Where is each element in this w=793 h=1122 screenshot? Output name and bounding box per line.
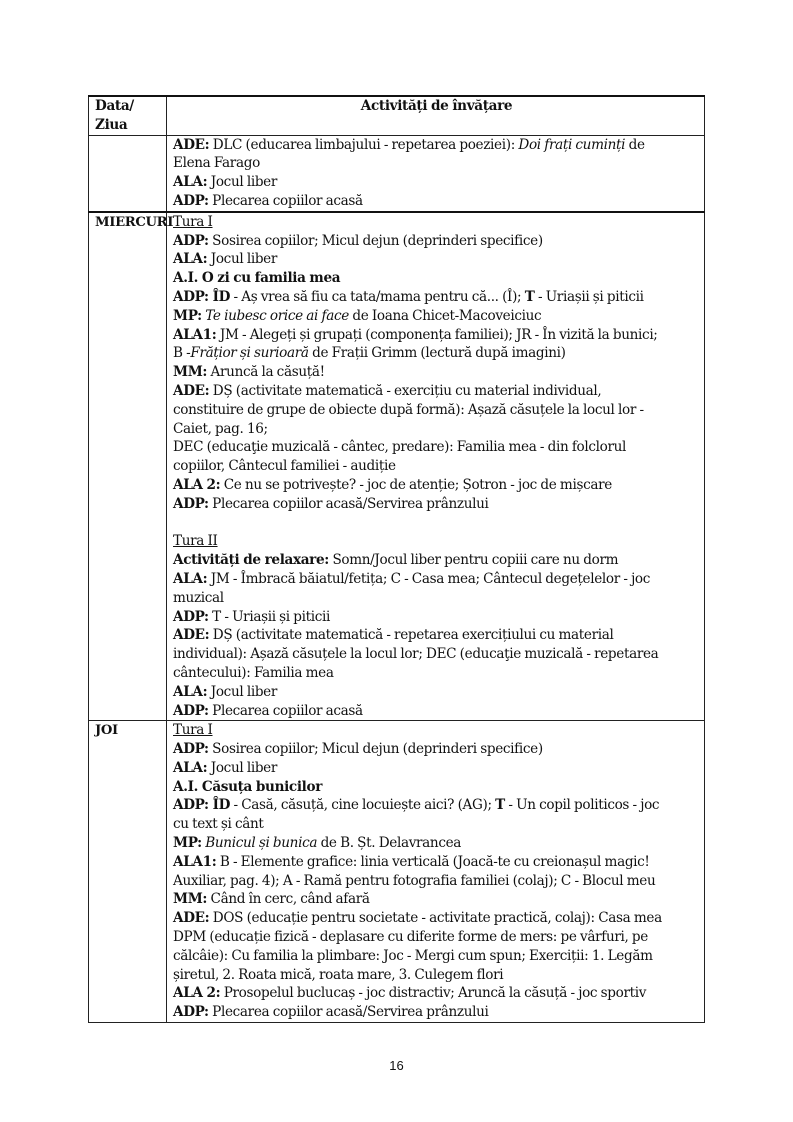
activity-line: ALA: Jocul liber — [173, 251, 278, 268]
activity-line: Activități de relaxare: Somn/Jocul liber pentru copiii care nu dorm — [173, 552, 619, 569]
activity-line: MM: Când în cerc, când afară — [173, 891, 370, 908]
table-row — [89, 135, 705, 212]
activity-line: muzical — [173, 589, 224, 606]
activity-line: Elena Farago — [173, 155, 260, 172]
activity-line: ALA 2: Prosopelul buclucaș - joc distractiv; Aruncă la căsuță - joc sportiv — [173, 985, 647, 1002]
activity-line: ALA: Jocul liber — [173, 174, 278, 191]
activity-line: ADP: Plecarea copiilor acasă/Servirea prânzului — [173, 1004, 489, 1021]
activity-line: ALA1: B - Elemente grafice: linia verticală (Joacă-te cu creionașul magic! — [173, 853, 650, 870]
activity-line: MM: Aruncă la căsuță! — [173, 364, 325, 381]
header-activities: Activități de învățare — [167, 96, 705, 135]
header-day: Data/ Ziua — [89, 96, 167, 135]
shift-label: Tura II — [173, 533, 218, 550]
activity-line: ADP: Plecarea copiilor acasă — [173, 192, 363, 209]
activity-line: constituire de grupe de obiecte după formă): Așază căsuțele la locul lor - — [173, 401, 644, 418]
table-row-joi — [89, 721, 705, 1023]
activities-table — [88, 95, 705, 1023]
activity-line: copiilor, Cântecul familiei - audiție — [173, 458, 396, 475]
activity-line: ALA: JM - Îmbracă băiatul/fetița; C - Casa mea; Cântecul degețelelor - joc — [173, 570, 651, 587]
activity-line: Auxiliar, pag. 4); A - Ramă pentru fotografia familiei (colaj); C - Blocul meu — [173, 872, 656, 889]
day-cell: JOI — [89, 721, 167, 1023]
activity-line: MP: Bunicul și bunica de B. Șt. Delavrancea — [173, 835, 462, 852]
theme-heading: A.I. O zi cu familia mea — [173, 270, 341, 287]
activity-line: călcâie): Cu familia la plimbare: Joc - Mergi cum spun; Exerciții: 1. Legăm — [173, 947, 653, 964]
activity-line: ADP: Sosirea copiilor; Micul dejun (deprinderi specifice) — [173, 232, 543, 249]
activity-line: ALA 2: Ce nu se potrivește? - joc de atenție; Șotron - joc de mișcare — [173, 476, 612, 493]
spacer — [173, 514, 700, 533]
activities-cell — [167, 721, 705, 1023]
activity-line: cu text și cânt — [173, 816, 264, 833]
activity-line: ADE: DLC (educarea limbajului - repetarea poeziei): Doi frați cuminți de — [173, 136, 645, 153]
activity-line: ADP: Plecarea copiilor acasă/Servirea prânzului — [173, 495, 489, 512]
activity-line: ADE: DȘ (activitate matematică - exercițiu cu material individual, — [173, 382, 602, 399]
activity-line: individual): Așază căsuțele la locul lor; DEC (educaţie muzicală - repetarea — [173, 646, 659, 663]
table-row-miercuri — [89, 212, 705, 721]
activity-line: șiretul, 2. Roata mică, roata mare, 3. Culegem flori — [173, 966, 504, 983]
shift-label: Tura I — [173, 213, 213, 230]
activities-cell — [167, 212, 705, 721]
shift-label: Tura I — [173, 722, 213, 739]
activity-line: ADE: DOS (educație pentru societate - activitate practică, colaj): Casa mea — [173, 910, 662, 927]
activity-line: DPM (educație fizică - deplasare cu diferite forme de mers: pe vârfuri, pe — [173, 929, 648, 946]
activity-line: ADP: ÎD - Casă, căsuță, cine locuiește aici? (AG); T - Un copil politicos - joc — [173, 797, 660, 814]
day-cell — [89, 135, 167, 212]
activity-line: ALA: Jocul liber — [173, 683, 278, 700]
activity-line: B -Frățior și surioară de Frații Grimm (lectură după imagini) — [173, 345, 566, 362]
activity-line: ALA: Jocul liber — [173, 759, 278, 776]
activities-cell — [167, 135, 705, 212]
activity-line: Caiet, pag. 16; — [173, 420, 268, 437]
activity-line: ADE: DȘ (activitate matematică - repetarea exercițiului cu material — [173, 627, 614, 644]
page-number: 16 — [389, 1058, 404, 1073]
activity-line: cântecului): Familia mea — [173, 664, 334, 681]
day-cell: MIERCURI — [89, 212, 167, 721]
table-header-row — [89, 96, 705, 135]
activity-line: ADP: ÎD - Aș vrea să fiu ca tata/mama pentru că... (Î); T - Uriașii și piticii — [173, 288, 644, 305]
activity-line: MP: Te iubesc orice ai face de Ioana Chicet-Macoveiciuc — [173, 307, 542, 324]
activity-line: ADP: Plecarea copiilor acasă — [173, 702, 363, 719]
activity-line: DEC (educaţie muzicală - cântec, predare): Familia mea - din folclorul — [173, 439, 627, 456]
theme-heading: A.I. Căsuța bunicilor — [173, 778, 323, 795]
activity-line: ADP: Sosirea copiilor; Micul dejun (deprinderi specifice) — [173, 741, 543, 758]
activity-line: ADP: T - Uriașii și piticii — [173, 608, 330, 625]
activity-line: ALA1: JM - Alegeți și grupați (componența familiei); JR - În vizită la bunici; — [173, 326, 658, 343]
